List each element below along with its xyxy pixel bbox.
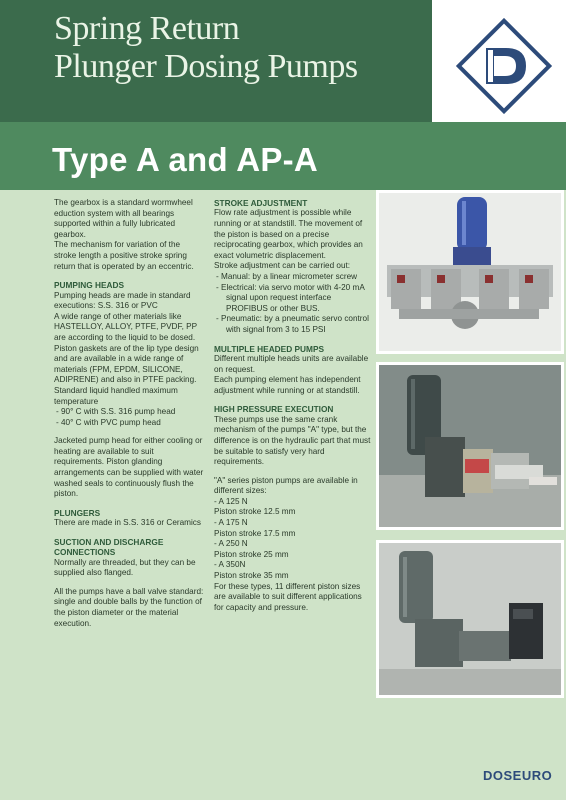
- plungers-text: There are made in S.S. 316 or Ceramics: [54, 518, 201, 528]
- page-title: Type A and AP-A: [52, 141, 319, 178]
- stroke-item: - Electrical: via servo motor with 4-20 mA signal upon request interface PROFIBUS or other BUS.: [216, 282, 365, 313]
- temperature-item: - 90° C with S.S. 316 pump head: [56, 407, 176, 417]
- stroke-text-1: Flow rate adjustment is possible while running or at standstill. The movement of the piston is based on a precise reciprocating gearbox, which provides an exact volumetric displacement.: [214, 208, 363, 260]
- stroke-item: - Manual: by a linear micrometer screw: [216, 271, 358, 281]
- doseuro-d-logo-icon: [456, 18, 552, 114]
- plungers-heading: PLUNGERS: [54, 507, 101, 518]
- closing-text: For these types, 11 different piston sizes are available to suit different applications for capacity and pressure.: [214, 581, 362, 612]
- servo-pump-photo: [376, 362, 564, 530]
- size-line: - A 250 N: [214, 539, 248, 549]
- multiple-heads-text-2: Each pumping element has independent adjustment while running or at standstill.: [214, 375, 361, 395]
- stroke-item: - Pneumatic: by a pneumatic servo control with signal from 3 to 15 PSI: [216, 314, 369, 334]
- high-pressure-heading: HIGH PRESSURE EXECUTION: [214, 404, 334, 415]
- pumping-heads-text-4: Standard liquid handled maximum temperature: [54, 385, 178, 406]
- jacketed-text: Jacketed pump head for either cooling or heating are available to suit requirements. Piston glanding arrangements can be supplied with water washed seals to continuously flush the piston.: [54, 436, 204, 499]
- column-left: [54, 198, 204, 629]
- suction-heading: SUCTION AND DISCHARGE CONNECTIONS: [54, 536, 164, 558]
- intro-paragraph-1: The gearbox is a standard wormwheel eduction system with all bearings supported within a fully lubricated gearbox.: [54, 198, 193, 239]
- subtitle-line-2: Plunger Dosing Pumps: [54, 48, 358, 85]
- valves-text: All the pumps have a ball valve standard: single and double balls by the function of the piston diameter or the material execution.: [54, 586, 204, 628]
- size-line: Piston stroke 35 mm: [214, 571, 289, 581]
- temperature-item: - 40° C with PVC pump head: [56, 417, 161, 427]
- subtitle-line-1: Spring Return: [54, 10, 240, 47]
- high-pressure-text-2: "A" series piston pumps are available in different sizes:: [214, 475, 358, 496]
- size-line: - A 175 N: [214, 518, 248, 528]
- pumping-heads-text-3: Piston gaskets are of the lip type design and are available in a wide range of materials (FPM, EPDM, SILICONE, ADIPRENE) and also in PTFE packing.: [54, 343, 199, 385]
- intro-paragraph-2: The mechanism for variation of the stroke length a positive stroke spring return that is operated by an eccentric.: [54, 240, 194, 271]
- brand-logo: DOSEURO: [483, 768, 553, 783]
- high-pressure-text-1: These pumps use the same crank mechanism of the pumps "A" type, but the difference is on the hydraulic part that must be suitable to satisfy very hard requirements.: [214, 414, 371, 467]
- page-subtitle: [54, 10, 358, 86]
- size-line: - A 350N: [214, 560, 246, 570]
- electric-servo-pump-photo: [376, 540, 564, 698]
- column-middle: [214, 198, 372, 613]
- size-line: Piston stroke 25 mm: [214, 549, 289, 559]
- pumping-heads-heading: PUMPING HEADS: [54, 280, 125, 291]
- size-line: Piston stroke 12.5 mm: [214, 507, 296, 517]
- pumping-heads-text-2: A wide range of other materials like HASTELLOY, ALLOY, PTFE, PVDF, PP are according to the liquid to be dosed.: [54, 311, 197, 342]
- pumping-heads-text-1: Pumping heads are made in standard executions: S.S. 316 or PVC: [54, 290, 191, 311]
- size-line: - A 125 N: [214, 496, 248, 506]
- multiple-heads-text-1: Different multiple heads units are available on request.: [214, 353, 369, 374]
- suction-text: Normally are threaded, but they can be supplied also flanged.: [54, 557, 196, 578]
- size-line: Piston stroke 17.5 mm: [214, 528, 296, 538]
- multi-head-pump-photo: [376, 190, 564, 354]
- stroke-heading: STROKE ADJUSTMENT: [214, 198, 308, 208]
- stroke-text-2: Stroke adjustment can be carried out:: [214, 261, 351, 271]
- multiple-heads-heading: MULTIPLE HEADED PUMPS: [214, 343, 325, 354]
